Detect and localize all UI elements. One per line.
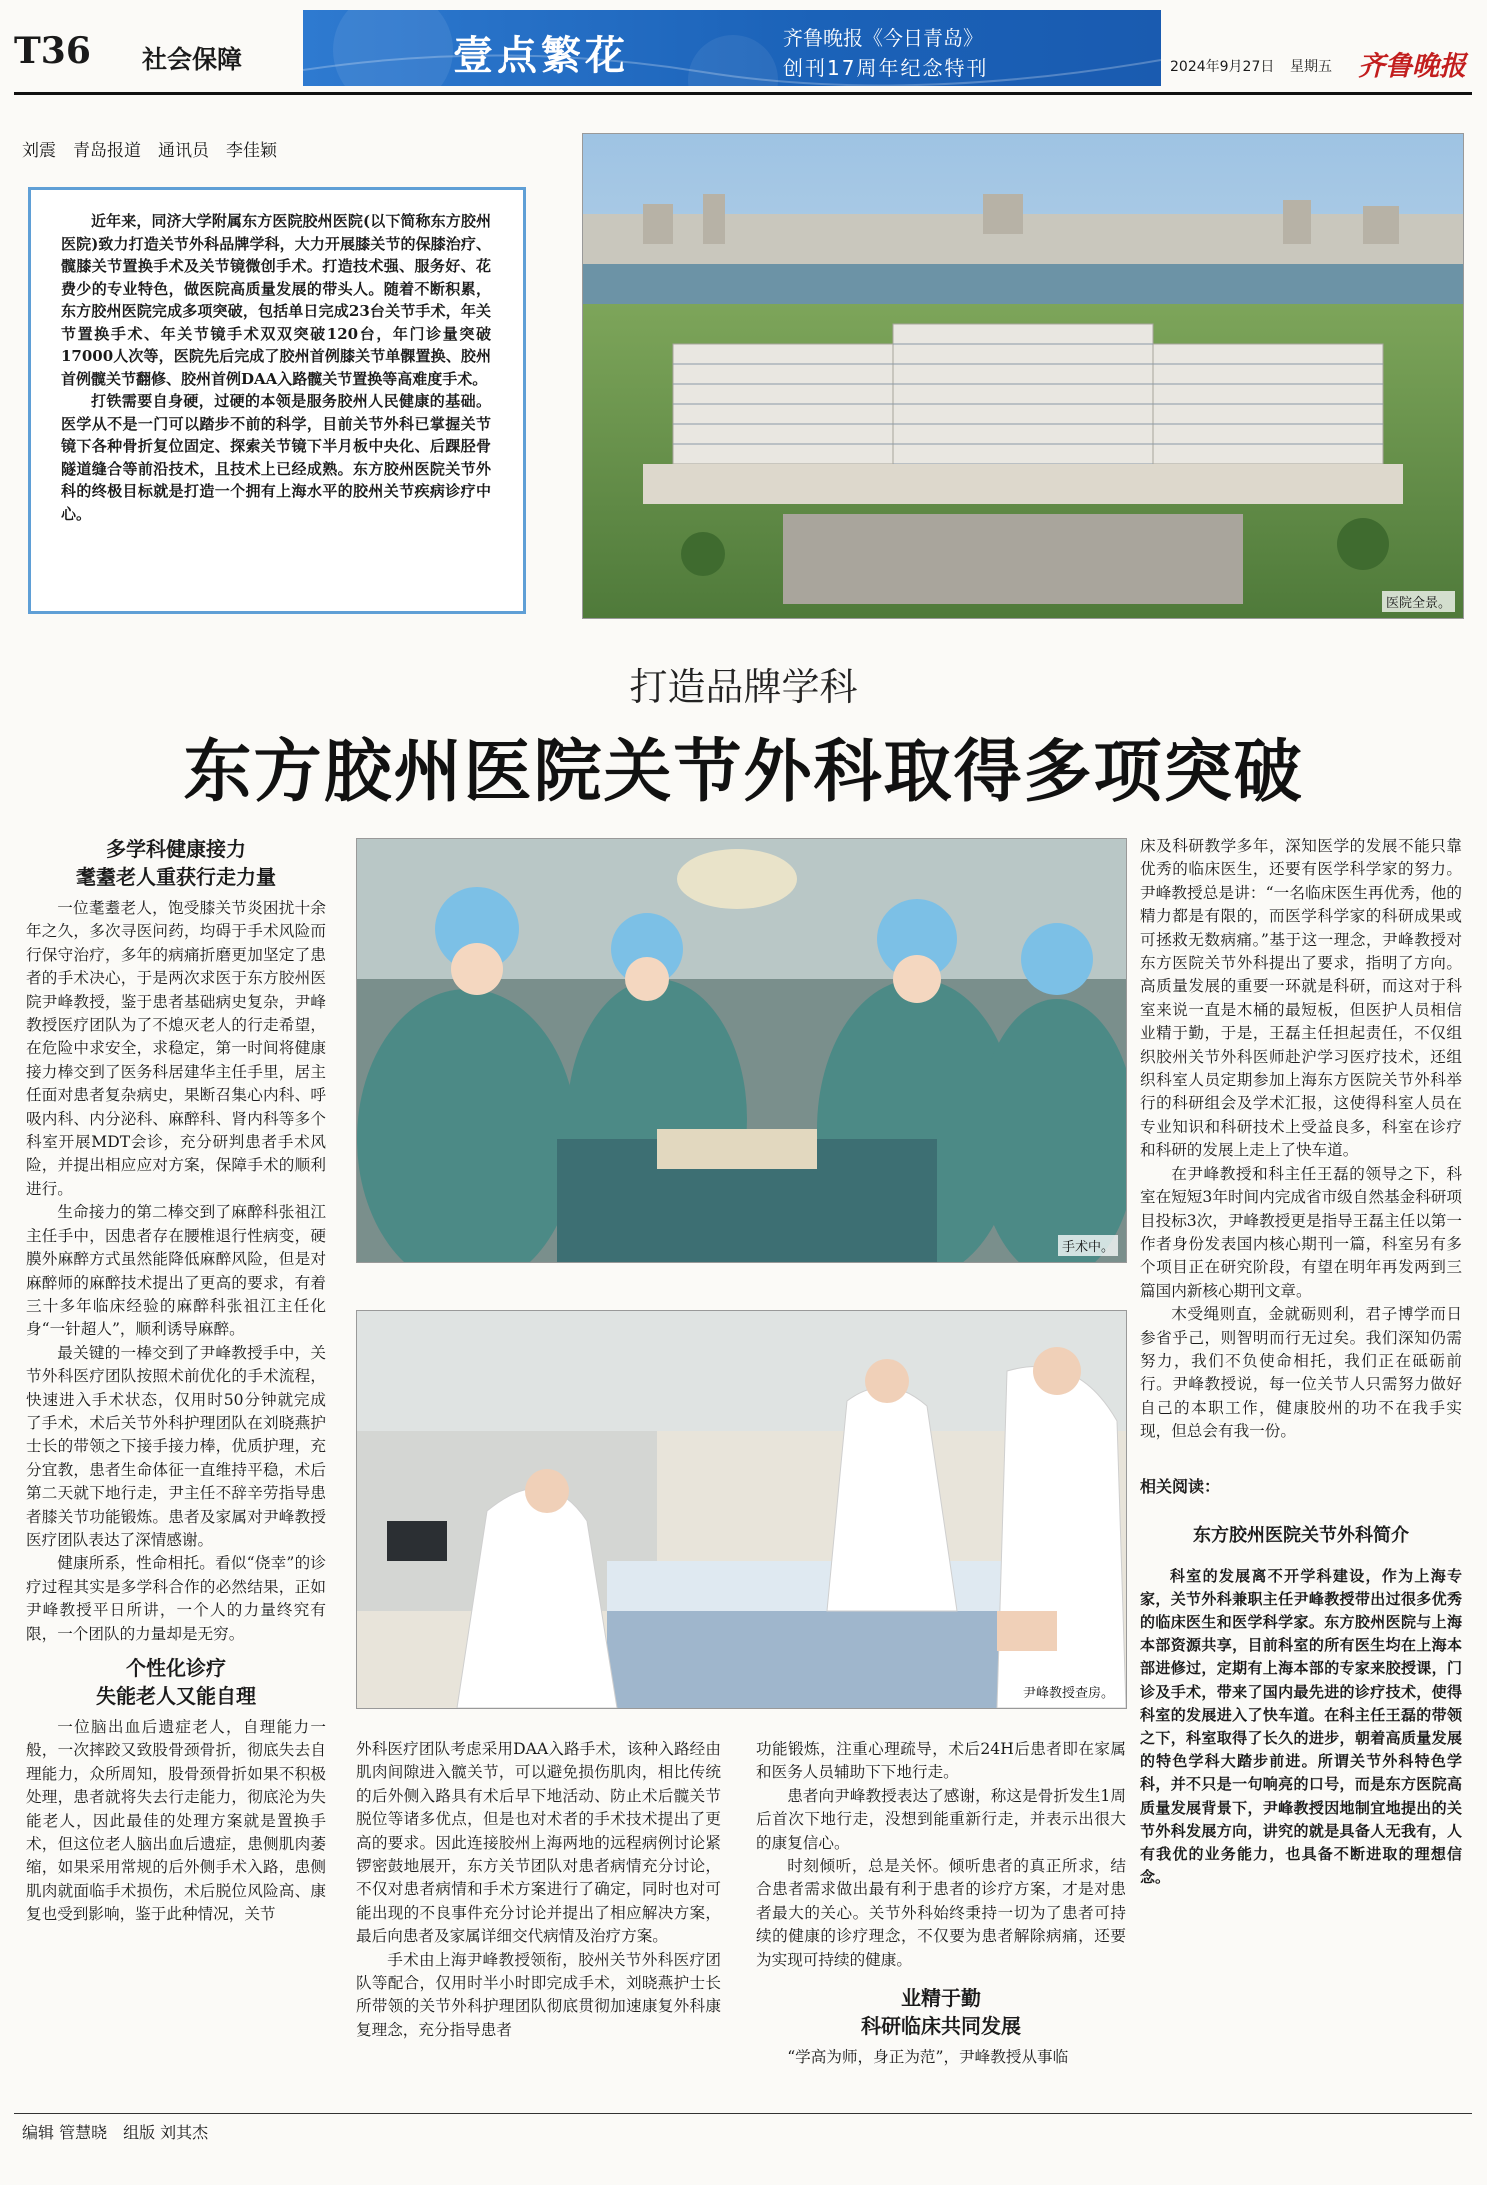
surgery-illustration (357, 839, 1126, 1262)
subhead-1-line-2: 耄耋老人重获行走力量 (76, 865, 276, 889)
col1-paragraph-3: 最关键的一棒交到了尹峰教授手中，关节外科医疗团队按照术前优化的手术流程，快速进入手术状态，仅用时50分钟就完成了手术，术后关节外科护理团队在刘晓燕护士长的带领之下接手接力棒，优质护理，充分宜教，患者生命体征一直维持平稳，术后第二天就下地行走，尹主任不辞辛劳指导患者膝关节功能锻炼。患者及家属对尹峰教授医疗团队表达了深情感谢。 (26, 1343, 326, 1549)
issue-weekday: 星期五 (1290, 59, 1332, 75)
column-2-bottom (356, 1738, 721, 2042)
column-1 (26, 835, 326, 1927)
col2-paragraph-1: 外科医疗团队考虑采用DAA入路手术，该种入路经由肌肉间隙进入髋关节，可以避免损伤肌肉，相比传统的后外侧入路具有术后早下地活动、防止术后髋关节脱位等诸多优点，但是也对术者的手术技术提出了更高的要求。因此连接胶州上海两地的远程病例讨论紧锣密鼓地展开，东方关节团队对患者病情充分讨论，不仅对患者病情和手术方案进行了确定，同时也对可能出现的不良事件充分讨论并提出了相应解决方案，最后向患者及家属详细交代病情及治疗方案。 (356, 1740, 721, 1946)
col4-paragraph-3: 木受绳则直，金就砺则利，君子博学而日参省乎己，则智明而行无过矣。我们深知仍需努力，我们不负使命相托，我们正在砥砺前行。尹峰教授说，每一位关节人只需努力做好自己的本职工作，健康胶州的功不在我手实现，但总会有我一份。 (1140, 1305, 1462, 1441)
intro-box (28, 187, 526, 614)
ward-illustration (357, 1311, 1126, 1708)
col4-paragraph-2: 在尹峰教授和科主任王磊的领导之下，科室在短短3年时间内完成省市级自然基金科研项目投标3次，尹峰教授更是指导王磊主任以第一作者身份发表国内核心期刊一篇，科室另有多个项目正在研究阶段，有望在明年再发两到三篇国内新核心期刊文章。 (1140, 1164, 1462, 1300)
banner-line-1: 齐鲁晚报《今日青岛》 (783, 26, 983, 50)
col1-paragraph-2: 生命接力的第二棒交到了麻醉科张祖江主任手中，因患者存在腰椎退行性病变，硬膜外麻醉方式虽然能降低麻醉风险，但是对麻醉师的麻醉技术提出了更高的要求，有着三十多年临床经验的麻醉科张祖江主任化身“一针超人”，顺利诱导麻醉。 (26, 1203, 326, 1339)
page-number: T36 (14, 30, 91, 72)
ward-round-photo (356, 1310, 1127, 1709)
col1-paragraph-4: 健康所系，性命相托。看似“侥幸”的诊疗过程其实是多学科合作的必然结果，正如尹峰教授平日所讲，一个人的力量终究有限，一个团队的力量却是无穷。 (26, 1554, 326, 1643)
intro-paragraph-1: 近年来，同济大学附属东方医院胶州医院(以下简称东方胶州医院)致力打造关节外科品牌学科，大力开展膝关节的保膝治疗、髋膝关节置换手术及关节镜微创手术。打造技术强、服务好、花费少的专业特色，做医院高质量发展的带头人。随着不断积累，东方胶州医院完成多项突破，包括单日完成23台关节手术，年关节置换手术、年关节镜手术双双突破120台，年门诊量突破17000人次等，医院先后完成了胶州首例膝关节单髁置换、胶州首例髋关节翻修、胶州首例DAA入路髋关节置换等高难度手术。 (61, 212, 491, 388)
issue-date: 2024年9月27日 (1170, 59, 1275, 75)
column-3-bottom (756, 1738, 1126, 2069)
hospital-illustration (583, 134, 1463, 618)
banner-title: 壹点繁花 (453, 33, 629, 79)
subhead-2-line-2: 失能老人又能自理 (96, 1684, 256, 1708)
kicker: 打造品牌学科 (629, 665, 858, 709)
related-body: 科室的发展离不开学科建设，作为上海专家，关节外科兼职主任尹峰教授带出过很多优秀的临床医生和医学科学家。东方胶州医院与上海本部资源共享，目前科室的所有医生均在上海本部进修过，定期有上海本部的专家来胶授课，门诊及手术，带来了国内最先进的诊疗技术，使得科室的发展进入了快车道。在科主任王磊的带领之下，科室取得了长久的进步，朝着高质量发展的特色学科大踏步前进。所谓关节外科特色学科，并不只是一句响亮的口号，而是东方医院高质量发展背景下，尹峰教授因地制宜地提出的关节外科发展方向，讲究的就是具备人无我有，人有我优的业务能力，也具备不断进取的理想信念。 (1140, 1566, 1462, 1887)
paper-logo: 齐鲁晚报 (1358, 51, 1466, 82)
col1-paragraph-1: 一位耄耋老人，饱受膝关节炎困扰十余年之久，多次寻医问药，均碍于手术风险而行保守治疗，多年的病痛折磨更加坚定了患者的手术决心，于是两次求医于东方胶州医院尹峰教授，鉴于患者基础病史复杂，尹峰教授医疗团队为了不熄灭老人的行走希望，在危险中求安全，求稳定，第一时间将健康接力棒交到了医务科居建华主任手里，居主任面对患者复杂病史，果断召集心内科、呼吸内科、内分泌科、麻醉科、肾内科等多个科室开展MDT会诊，充分研判患者手术风险，并提出相应应对方案，保障手术的顺利进行。 (26, 899, 326, 1198)
col4-paragraph-1: 床及科研教学多年，深知医学的发展不能只靠优秀的临床医生，还要有医学科学家的努力。尹峰教授总是讲：“一名临床医生再优秀，他的精力都是有限的，而医学科学家的科研成果或可拯救无数病痛。”基于这一理念，尹峰教授对东方医院关节外科提出了要求，指明了方向。高质量发展的重要一环就是科研，而这对于科室来说一直是木桶的最短板，但医护人员相信业精于勤，于是，王磊主任担起责任，不仅组织胶州关节外科医师赴沪学习医疗技术，还组织科室人员定期参加上海东方医院关节外科举行的科研组会及学术汇报，这使得科室人员在专业知识和科研技术上受益良多，科室在诊疗和科研的发展上走上了快车道。 (1140, 837, 1462, 1160)
col3-paragraph-3: 时刻倾听，总是关怀。倾听患者的真正所求，结合患者需求做出最有利于患者的诊疗方案，才是对患者最大的关心。关节外科始终秉持一切为了患者可持续的健康的诊疗理念，不仅要为患者解除病痛，还要为实现可持续的健康。 (756, 1857, 1126, 1969)
intro-paragraph-2: 打铁需要自身硬，过硬的本领是服务胶州人民健康的基础。医学从不是一门可以踏步不前的科学，目前关节外科已掌握关节镜下各种骨折复位固定、探索关节镜下半月板中央化、后踝胫骨隧道缝合等前沿技术，且技术上已经成熟。东方胶州医院关节外科的终极目标就是打造一个拥有上海水平的胶州关节疾病诊疗中心。 (61, 392, 491, 523)
photo3-caption: 尹峰教授查房。 (1019, 1681, 1118, 1702)
column-4 (1140, 835, 1462, 1889)
footer-rule (14, 2113, 1472, 2114)
photo2-caption: 手术中。 (1058, 1235, 1118, 1256)
subhead-3-line-1: 业精于勤 (901, 1986, 981, 2011)
col3-paragraph-1: 功能锻炼，注重心理疏导，术后24H后患者即在家属和医务人员辅助下下地行走。 (756, 1740, 1126, 1782)
subhead-2-line-1: 个性化诊疗 (126, 1656, 226, 1680)
special-banner (303, 10, 1161, 86)
col3-paragraph-4: “学高为师，身正为范”，尹峰教授从事临 (787, 2048, 1069, 2067)
section-name: 社会保障 (142, 45, 243, 74)
photo1-caption: 医院全景。 (1382, 591, 1455, 612)
header-rule (14, 92, 1472, 95)
subhead-1-line-1: 多学科健康接力 (106, 837, 246, 861)
col3-paragraph-2: 患者向尹峰教授表达了感谢，称这是骨折发生1周后首次下地行走，没想到能重新行走，并表示出很大的康复信心。 (756, 1786, 1126, 1852)
related-title: 东方胶州医院关节外科简介 (1193, 1524, 1409, 1546)
banner-line-2: 创刊17周年纪念特刊 (783, 56, 989, 80)
related-label: 相关阅读： (1140, 1476, 1221, 1496)
surgery-photo (356, 838, 1127, 1263)
footer-credits: 编辑 管慧晓 组版 刘其杰 (22, 2123, 209, 2142)
col2-paragraph-2: 手术由上海尹峰教授领衔，胶州关节外科医疗团队等配合，仅用时半小时即完成手术，刘晓燕护士长所带领的关节外科护理团队彻底贯彻加速康复外科康复理念，充分指导患者 (356, 1950, 721, 2039)
col1-paragraph-5: 一位脑出血后遗症老人，自理能力一般，一次摔跤又致股骨颈骨折，彻底失去自理能力，众所周知，股骨颈骨折如果不积极处理，患者就将失去行走能力，彻底沦为失能老人，因此最佳的处理方案就是置换手术，但这位老人脑出血后遗症，患侧肌肉萎缩，如果采用常规的后外侧手术入路，患侧肌肉就面临手术损伤，术后脱位风险高、康复也受到影响，鉴于此种情况，关节 (26, 1718, 326, 1924)
byline: 刘震 青岛报道 通讯员 李佳颖 (22, 141, 277, 161)
banner-decoration (303, 10, 1161, 86)
subhead-3-line-2: 科研临床共同发展 (861, 2014, 1021, 2039)
hospital-panorama-photo (582, 133, 1464, 619)
headline: 东方胶州医院关节外科取得多项突破 (183, 732, 1304, 812)
